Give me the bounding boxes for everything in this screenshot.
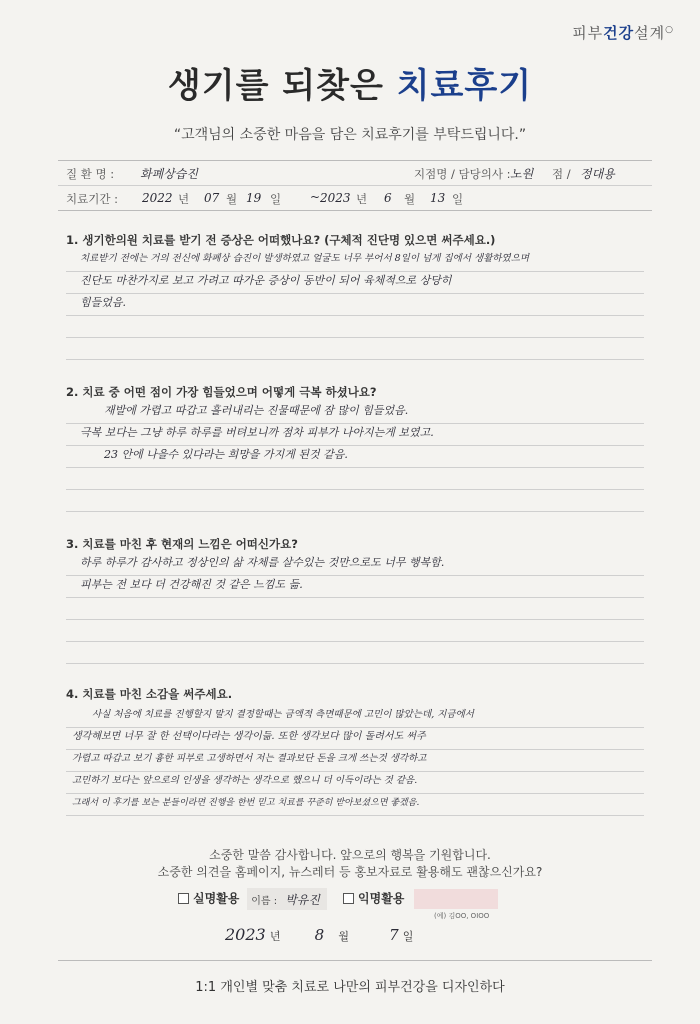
end-day-unit: 일 (452, 192, 464, 206)
end-month-unit: 월 (404, 192, 416, 206)
period-label: 치료기간 : (66, 192, 118, 206)
answer-line-empty (66, 316, 644, 338)
answer-line: 23 안에 나을수 있다라는 희망을 가지게 된것 같음. (66, 446, 644, 468)
answer-line: 가렵고 따갑고 보기 흉한 피부로 고생하면서 저는 결과보단 돈을 크게 쓰는것 생각하고 (66, 750, 644, 772)
end-year-unit: 년 (356, 192, 368, 206)
doctor-value: 정대용 (580, 167, 615, 181)
end-year: 2023 (320, 191, 351, 205)
branch-value: 노원 (510, 167, 534, 181)
sign-month-unit: 월 (338, 930, 349, 943)
answer-line: 재발에 가렵고 따갑고 흘러내리는 진물때문에 잠 많이 힘들었음. (66, 402, 644, 424)
sign-day: 7 (389, 926, 399, 944)
anonymous-checkbox[interactable] (343, 893, 354, 904)
bottom-divider (58, 960, 652, 961)
info-row-disease (58, 160, 652, 186)
period-tilde: ~ (310, 190, 321, 204)
question-3: 3. 치료를 마친 후 현재의 느낌은 어떠신가요? (66, 537, 298, 551)
branch-separator: 점 / (552, 167, 571, 181)
signature-date (225, 925, 413, 944)
answer-line-empty (66, 338, 644, 360)
sign-month: 8 (314, 926, 325, 944)
end-day: 13 (430, 191, 446, 205)
sign-year: 2023 (225, 925, 266, 944)
disease-label: 질 환 명 : (66, 167, 115, 181)
answer-line: 하루 하루가 감사하고 정상인의 삶 자체를 살수있는 것만으로도 너무 행복함. (66, 554, 644, 576)
name-box (247, 888, 327, 910)
consent-row (178, 888, 498, 910)
page-subtitle: “고객님의 소중한 마음을 담은 치료후기를 부탁드립니다.” (173, 127, 527, 143)
start-year: 2022 (142, 191, 173, 205)
sign-day-unit: 일 (402, 930, 414, 943)
start-month: 07 (204, 191, 220, 205)
brand-prefix: 피부 (572, 24, 604, 42)
page-title (0, 58, 700, 107)
answer-line-empty (66, 490, 644, 512)
answer-block-3 (66, 554, 644, 664)
answer-line: 피부는 전 보다 더 건강해진 것 같은 느낌도 듦. (66, 576, 644, 598)
start-year-unit: 년 (178, 192, 190, 206)
realname-label: 실명활용 (193, 891, 240, 906)
question-2: 2. 치료 중 어떤 점이 가장 힘들었으며 어떻게 극복 하셨나요? (66, 385, 377, 399)
answer-line: 힘들었음. (66, 294, 644, 316)
thanks-line-2: 소중한 의견을 홈페이지, 뉴스레터 등 홍보자료로 활용해도 괜찮으신가요? (157, 865, 543, 879)
answer-block-2 (66, 402, 644, 512)
answer-line: 생각해보면 너무 잘 한 선택이다라는 생각이듦. 또한 생각보다 많이 돌려서도 써주 (66, 728, 644, 750)
anon-name-box[interactable] (414, 889, 498, 909)
title-black: 생기를 되찾은 (167, 66, 397, 106)
answer-block-4 (66, 706, 644, 816)
title-blue: 치료후기 (396, 66, 533, 106)
answer-line: 진단도 마찬가지로 보고 가려고 따가운 증상이 동반이 되어 육체적으로 상당히 (66, 272, 644, 294)
anon-label: 익명활용 (358, 891, 405, 906)
info-row-period (58, 186, 652, 211)
answer-line: 치료받기 전에는 거의 전신에 화폐상 습진이 발생하였고 얼굴도 너무 부어서 8일이 넘게 집에서 생활하였으며 (66, 250, 644, 272)
branch-label: 지점명 / 담당의사 : (414, 167, 511, 181)
answer-line-empty (66, 620, 644, 642)
answer-line: 극복 보다는 그냥 하루 하루를 버텨보니까 점차 피부가 나아지는게 보였고. (66, 424, 644, 446)
question-4: 4. 치료를 마친 소감을 써주세요. (66, 687, 233, 701)
answer-line-empty (66, 468, 644, 490)
answer-block-1 (66, 250, 644, 360)
brand-suffix: 설계 (634, 24, 666, 42)
brand-circle-icon: ○ (665, 25, 674, 35)
name-value[interactable]: 박유진 (285, 893, 320, 907)
name-label: 이름 : (251, 896, 278, 907)
answer-line-empty (66, 642, 644, 664)
answer-line: 그래서 이 후기를 보는 분들이라면 진행을 한번 믿고 치료를 꾸준히 받아보셨으면 좋겠음. (66, 794, 644, 816)
end-month: 6 (384, 191, 392, 205)
answer-line: 고민하기 보다는 앞으로의 인생을 생각하는 생각으로 했으니 더 이득이라는 것 같음. (66, 772, 644, 794)
answer-line: 사실 처음에 치료를 진행할지 말지 결정할때는 금액적 측면때문에 고민이 많았는데, 지금에서 (66, 706, 644, 728)
brand-highlight: 건강 (603, 24, 635, 42)
sign-year-unit: 년 (269, 930, 281, 943)
start-month-unit: 월 (226, 192, 238, 206)
brand-logo (572, 22, 674, 43)
question-1: 1. 생기한의원 치료를 받기 전 증상은 어떠했나요? (구체적 진단명 있으면 써주세요.) (66, 233, 496, 247)
disease-value: 화폐상습진 (140, 167, 198, 181)
start-day-unit: 일 (270, 192, 282, 206)
example-text: (예) 김OO, OIOO (434, 912, 490, 920)
answer-line-empty (66, 598, 644, 620)
realname-checkbox[interactable] (178, 893, 189, 904)
start-day: 19 (246, 191, 262, 205)
thanks-line-1: 소중한 말씀 감사합니다. 앞으로의 행복을 기원합니다. (209, 848, 491, 862)
bottom-caption: 1:1 개인별 맞춤 치료로 나만의 피부건강을 디자인하다 (195, 980, 505, 995)
